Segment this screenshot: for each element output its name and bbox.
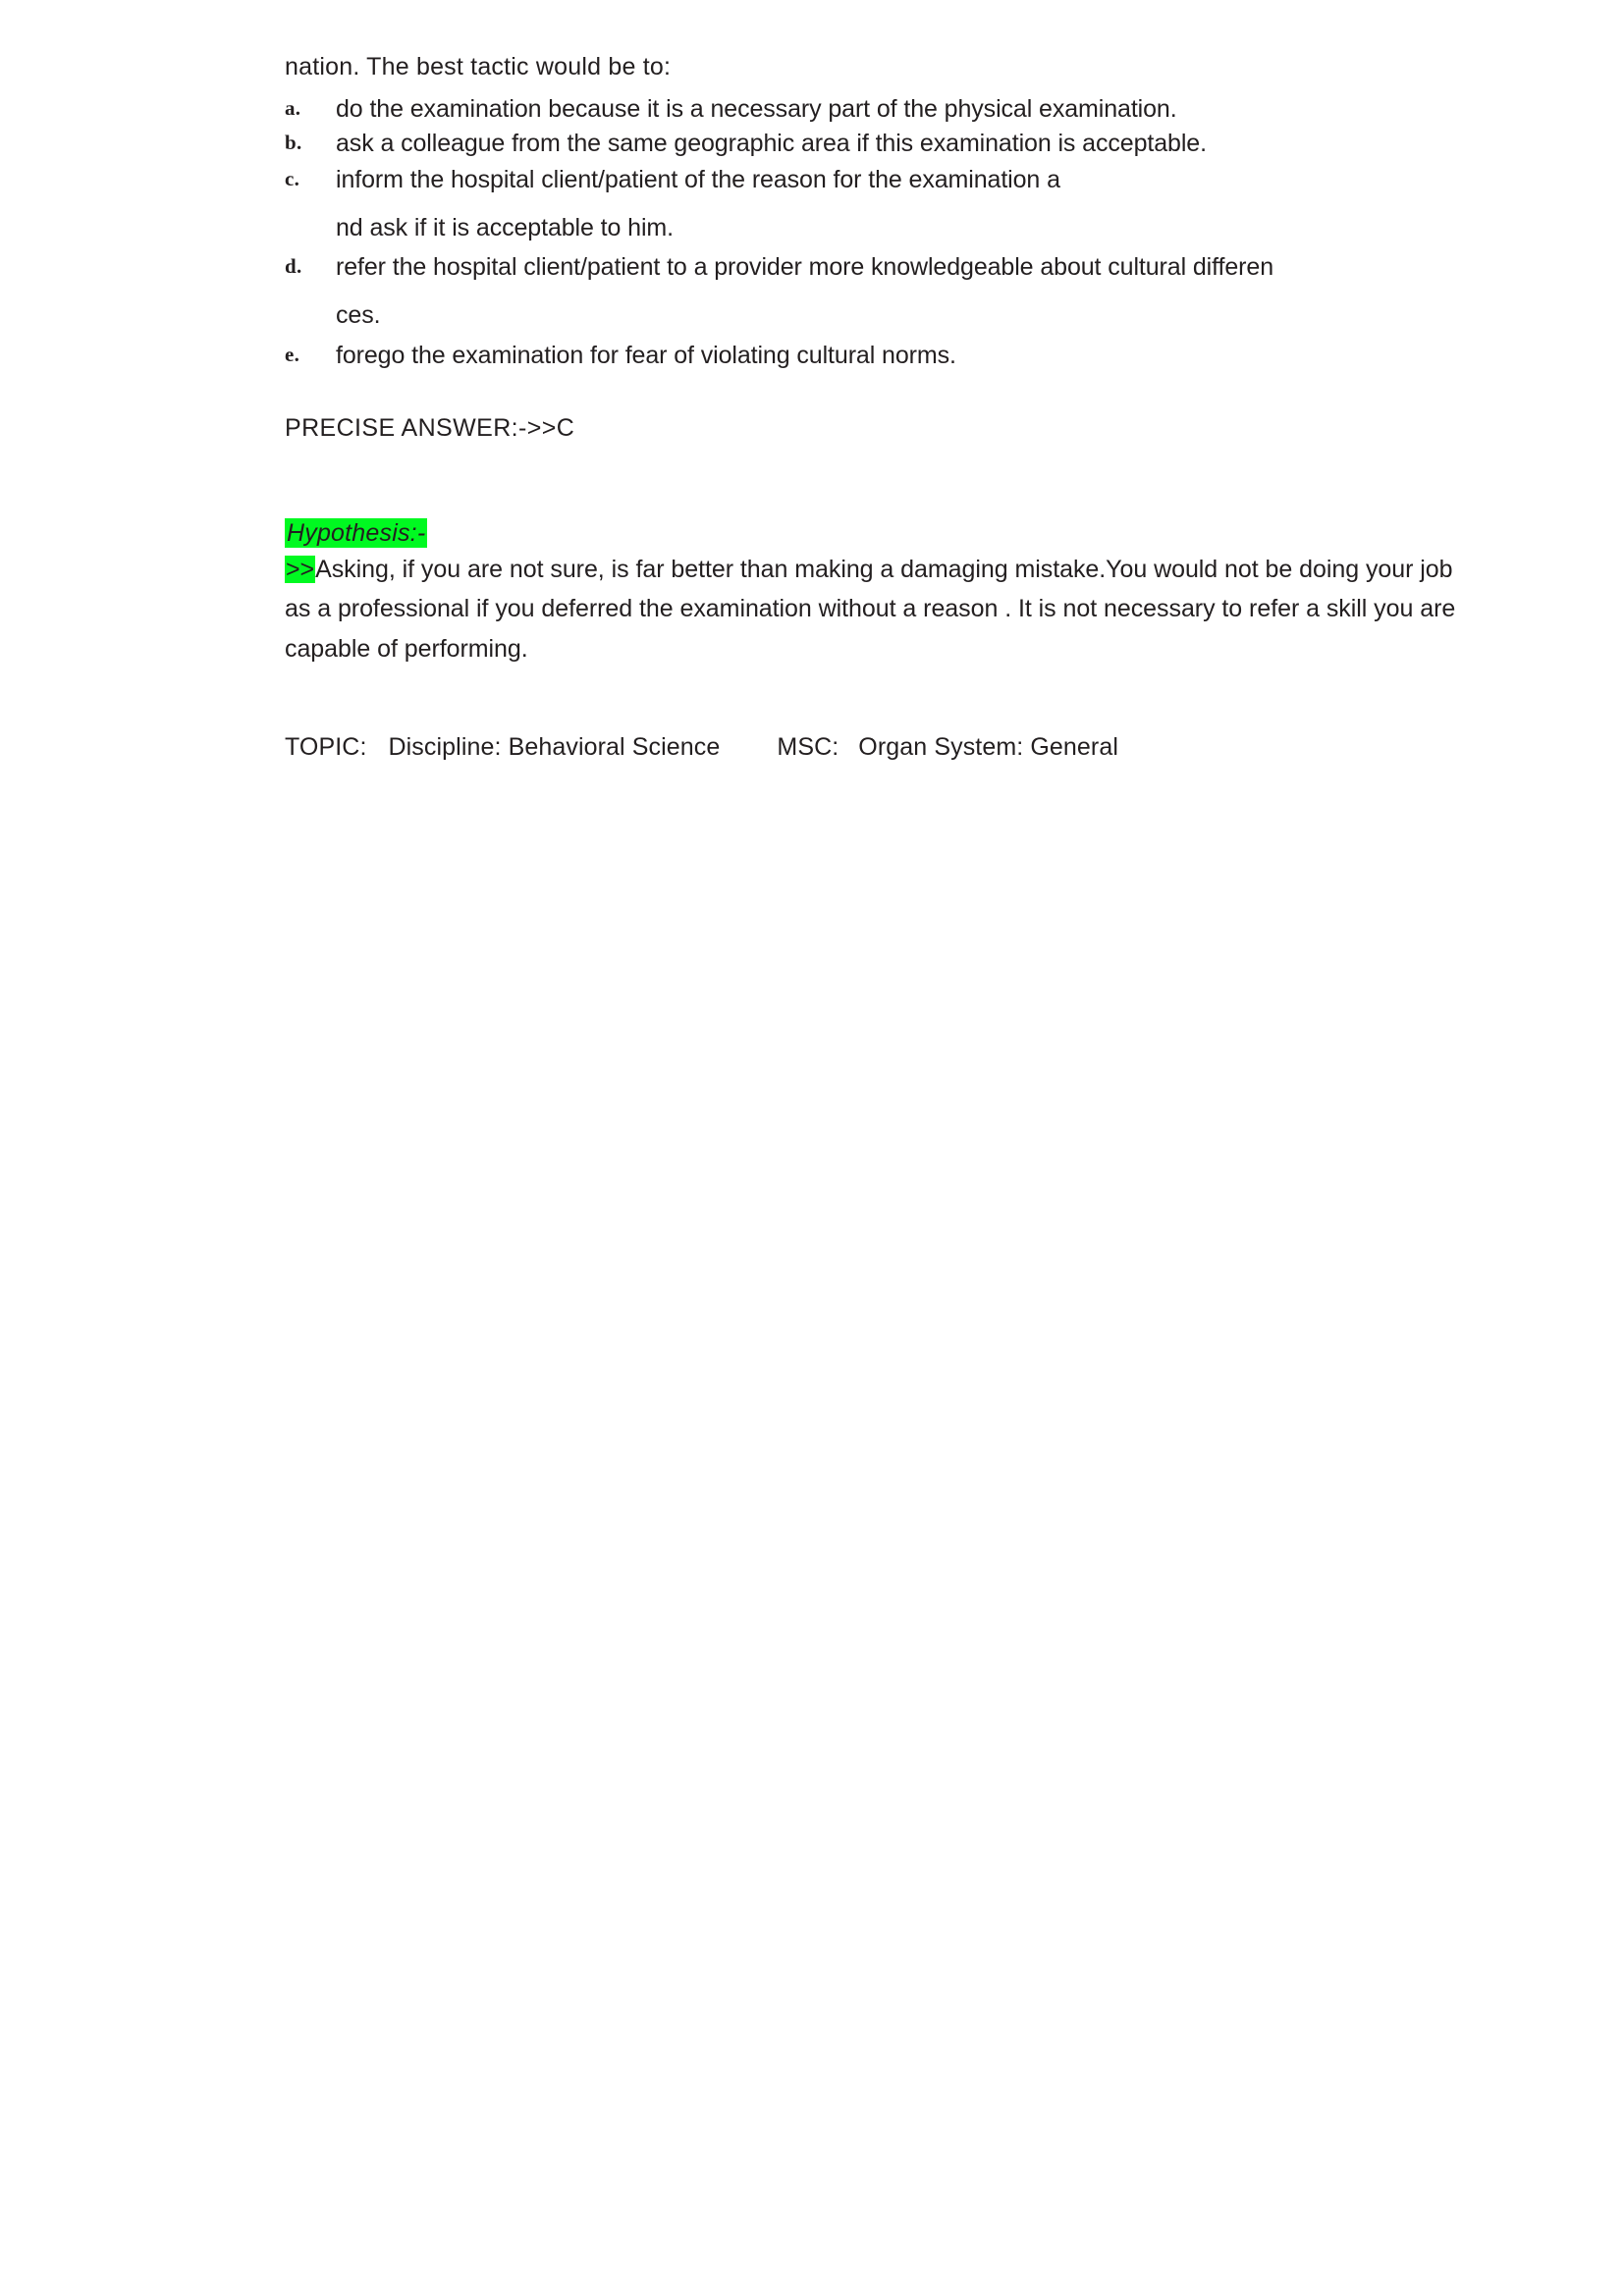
answer-choice-list <box>285 92 1477 375</box>
hypothesis-body: Asking, if you are not sure, is far better than making a damaging mistake.You would not be doing your job as a professional if you deferred the examination without a reason . It is not necessary to refer a skill you are capable of performing. <box>285 555 1456 663</box>
topic-value: Discipline: Behavioral Science <box>388 733 721 761</box>
list-item <box>285 337 1477 375</box>
choice-marker-b: b. <box>285 130 302 154</box>
question-stem: nation. The best tactic would be to: <box>285 53 672 80</box>
hypothesis-label: Hypothesis:- <box>287 518 426 547</box>
topic-label: TOPIC: <box>285 733 367 761</box>
hypothesis-body-wrap <box>285 550 1477 669</box>
choice-text-d: refer the hospital client/patient to a provider more knowledgeable about cultural differen <box>336 253 1274 282</box>
choice-marker-e: e. <box>285 342 300 366</box>
choice-text-a: do the examination because it is a necessary part of the physical examination. <box>336 94 1177 123</box>
choice-text-c: inform the hospital client/patient of the reason for the examination a <box>336 165 1060 193</box>
hypothesis-block <box>285 519 1477 669</box>
choice-marker-d: d. <box>285 254 302 279</box>
choice-text-d-continuation: ces. <box>336 301 381 329</box>
choice-text-b: ask a colleague from the same geographic area if this examination is acceptable. <box>336 129 1207 157</box>
list-item <box>285 92 1477 127</box>
list-item <box>285 161 1477 247</box>
choice-text-e: forego the examination for fear of violating cultural norms. <box>336 341 956 369</box>
precise-answer: PRECISE ANSWER:->>C <box>285 413 575 442</box>
choice-marker-c: c. <box>285 166 300 190</box>
topic-line <box>285 733 1477 762</box>
msc-label: MSC: <box>777 733 839 761</box>
choice-marker-a: a. <box>285 95 301 120</box>
choice-text-c-continuation: nd ask if it is acceptable to him. <box>336 213 674 241</box>
msc-value: Organ System: General <box>858 733 1119 761</box>
hypothesis-arrow: >> <box>286 555 315 583</box>
list-item <box>285 127 1477 161</box>
list-item <box>285 248 1477 335</box>
